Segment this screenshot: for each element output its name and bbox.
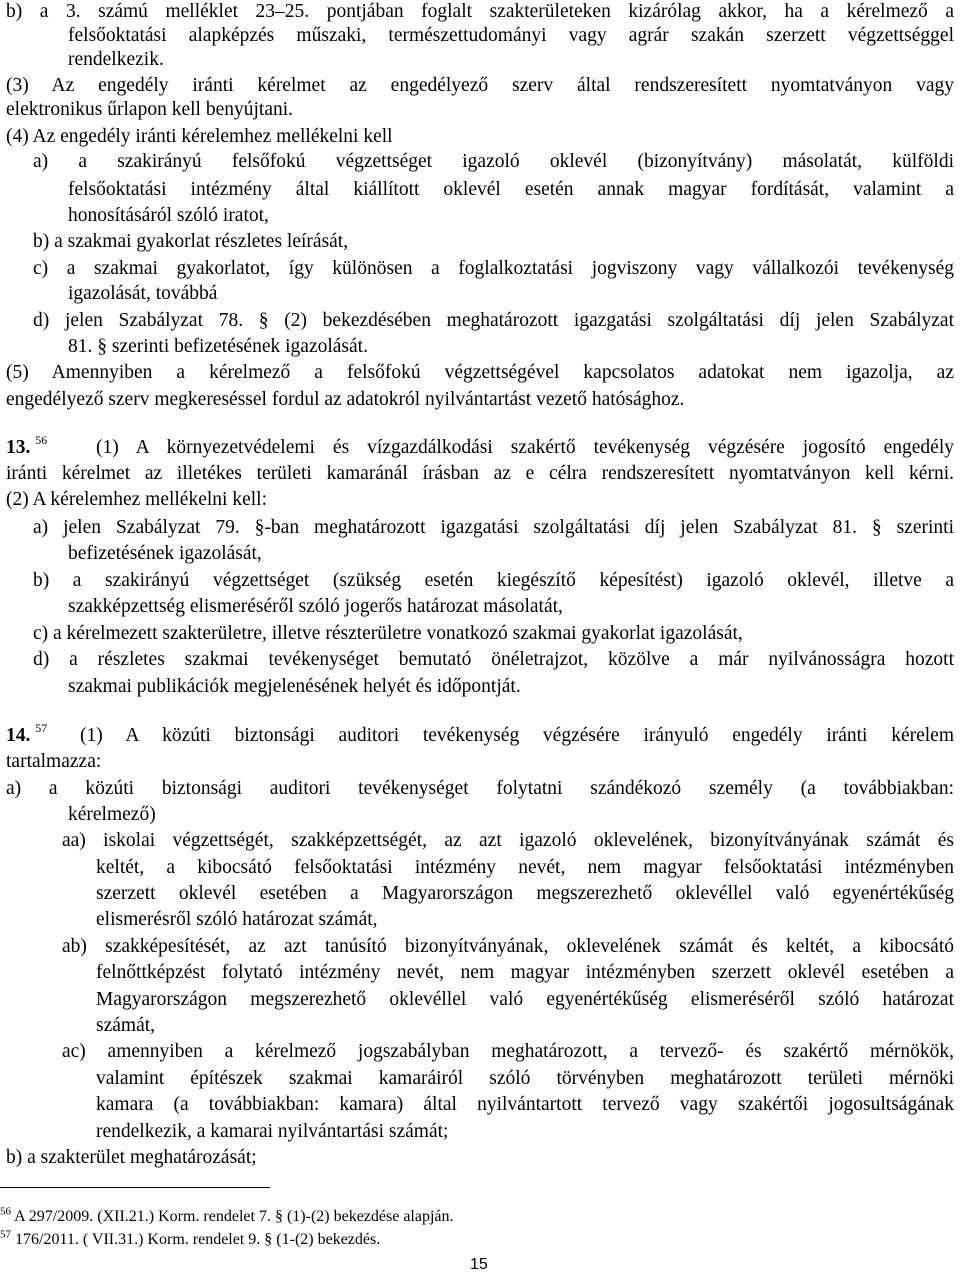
footnote-text: 176/2011. ( VII.31.) Korm. rendelet 9. § (1-(2) bekezdés. xyxy=(11,1231,381,1248)
text-line: kérelmező) xyxy=(68,804,156,825)
text-line: engedélyező szerv megkereséssel fordul az adatokról nyilvántartást vezető hatósághoz. xyxy=(6,389,685,410)
text-line: rendelkezik, a kamarai nyilvántartási számát; xyxy=(96,1121,449,1142)
text-line: felsőoktatási intézmény által kiállított oklevél esetén annak magyar fordítását, valamint a xyxy=(68,179,954,200)
text-line: felnőttképzést folytató intézmény nevét, nem magyar intézményben szerzett oklevél esetében a xyxy=(96,962,954,983)
text-line: (1) A környezetvédelemi és vízgazdálkodási szakértő tevékenység végzésére jogosító engedély xyxy=(96,437,954,458)
text-line: c) a kérelmezett szakterületre, illetve részterületre vonatkozó szakmai gyakorlat igazolását, xyxy=(33,623,743,644)
text-line: keltét, a kibocsátó felsőoktatási intézmény nevét, nem magyar felsőoktatási intézményben xyxy=(96,857,954,878)
text-line: Magyarországon megszerezhető oklevéllel való egyenértékűség elismeréséről szóló határozat xyxy=(96,989,954,1010)
text-line: 81. § szerinti befizetésének igazolását. xyxy=(68,336,368,357)
text-line: d) jelen Szabályzat 78. § (2) bekezdésében meghatározott igazgatási szolgáltatási díj jelen Szabályzat xyxy=(33,310,954,331)
text-line: szakmai publikációk megjelenésének helyét és időpontját. xyxy=(68,676,521,697)
text-line: d) a részletes szakmai tevékenységet bemutató önéletrajzot, közölve a már nyilvánosságra hozott xyxy=(33,649,954,670)
text-line: (5) Amennyiben a kérelmező a felsőfokú végzettségével kapcsolatos adatokat nem igazolja, az xyxy=(6,362,954,383)
text-line: valamint építészek szakmai kamaráiról szóló törvényben meghatározott területi mérnöki xyxy=(96,1068,954,1089)
footnote-number: 56 xyxy=(0,1205,11,1218)
text-line: igazolását, továbbá xyxy=(68,283,218,304)
section-number: 13. xyxy=(6,437,31,458)
footnote xyxy=(0,1207,454,1227)
text-line: ac) amennyiben a kérelmező jogszabályban meghatározott, a tervező- és szakértő mérnökök, xyxy=(62,1041,954,1062)
text-line: iránti kérelmet az illetékes területi kamaránál írásban az e célra rendszeresített nyomtatványon kell kérni. xyxy=(6,463,954,484)
page-number: 15 xyxy=(470,1256,488,1273)
text-line: a) a szakirányú felsőfokú végzettséget igazoló oklevél (bizonyítvány) másolatát, külföldi xyxy=(33,151,954,172)
text-line: a) jelen Szabályzat 79. §-ban meghatározott igazgatási szolgáltatási díj jelen Szabályzat 81. § szerinti xyxy=(33,517,954,538)
text-line: rendelkezik. xyxy=(68,49,164,70)
text-line: elektronikus űrlapon kell benyújtani. xyxy=(6,99,294,120)
text-line: számát, xyxy=(96,1015,156,1036)
text-line: (1) A közúti biztonsági auditori tevékenység végzésére irányuló engedély iránti kérelem xyxy=(80,725,954,746)
text-line: b) a 3. számú melléklet 23–25. pontjában foglalt szakterületeken kizárólag akkor, ha a kérelmező a xyxy=(6,1,954,22)
section-heading xyxy=(6,720,48,748)
footnote xyxy=(0,1230,380,1250)
text-line: b) a szakterület meghatározását; xyxy=(6,1147,257,1168)
text-line: (2) A kérelemhez mellékelni kell: xyxy=(6,489,267,510)
footnote-reference[interactable]: 57 xyxy=(35,720,48,735)
section-number: 14. xyxy=(6,725,31,746)
text-line: aa) iskolai végzettségét, szakképzettségét, az azt igazoló oklevelének, bizonyítványának számát és xyxy=(62,830,954,851)
text-line: (4) Az engedély iránti kérelemhez mellékelni kell xyxy=(6,126,393,147)
text-line: tartalmazza: xyxy=(6,751,102,772)
text-line: a) a közúti biztonsági auditori tevékenységet folytatni szándékozó személy (a továbbiakban: xyxy=(6,778,954,799)
section-heading xyxy=(6,432,48,460)
footnote-reference[interactable]: 56 xyxy=(35,432,48,447)
text-line: szerzett oklevél esetében a Magyarországon megszerezhető oklevéllel való egyenértékűség xyxy=(96,883,954,904)
text-line: elismerésről szóló határozat számát, xyxy=(96,909,378,930)
text-line: szakképzettség elismeréséről szóló jogerős határozat másolatát, xyxy=(68,596,563,617)
text-line: felsőoktatási alapképzés műszaki, természettudományi vagy agrár szakán szerzett végzettséggel xyxy=(68,25,954,46)
text-line: b) a szakirányú végzettséget (szükség esetén kiegészítő képesítést) igazoló oklevél, illetve a xyxy=(33,570,954,591)
footnote-text: A 297/2009. (XII.21.) Korm. rendelet 7. § (1)-(2) bekezdése alapján. xyxy=(11,1208,454,1225)
text-line: ab) szakképesítését, az azt tanúsító bizonyítványának, oklevelének számát és keltét, a kibocsátó xyxy=(62,936,954,957)
text-line: b) a szakmai gyakorlat részletes leírását, xyxy=(33,231,349,252)
text-line: (3) Az engedély iránti kérelmet az engedélyező szerv által rendszeresített nyomtatványon vagy xyxy=(6,75,954,96)
text-line: kamara (a továbbiakban: kamara) által nyilvántartott tervező vagy szakértői jogosultságának xyxy=(96,1094,954,1115)
footnote-number: 57 xyxy=(0,1228,11,1241)
text-line: befizetésének igazolását, xyxy=(68,543,262,564)
text-line: honosításáról szóló iratot, xyxy=(68,205,269,226)
text-line: c) a szakmai gyakorlatot, így különösen a foglalkoztatási jogviszony vagy vállalkozói tevékenység xyxy=(33,258,954,279)
footnote-separator xyxy=(0,1187,270,1188)
